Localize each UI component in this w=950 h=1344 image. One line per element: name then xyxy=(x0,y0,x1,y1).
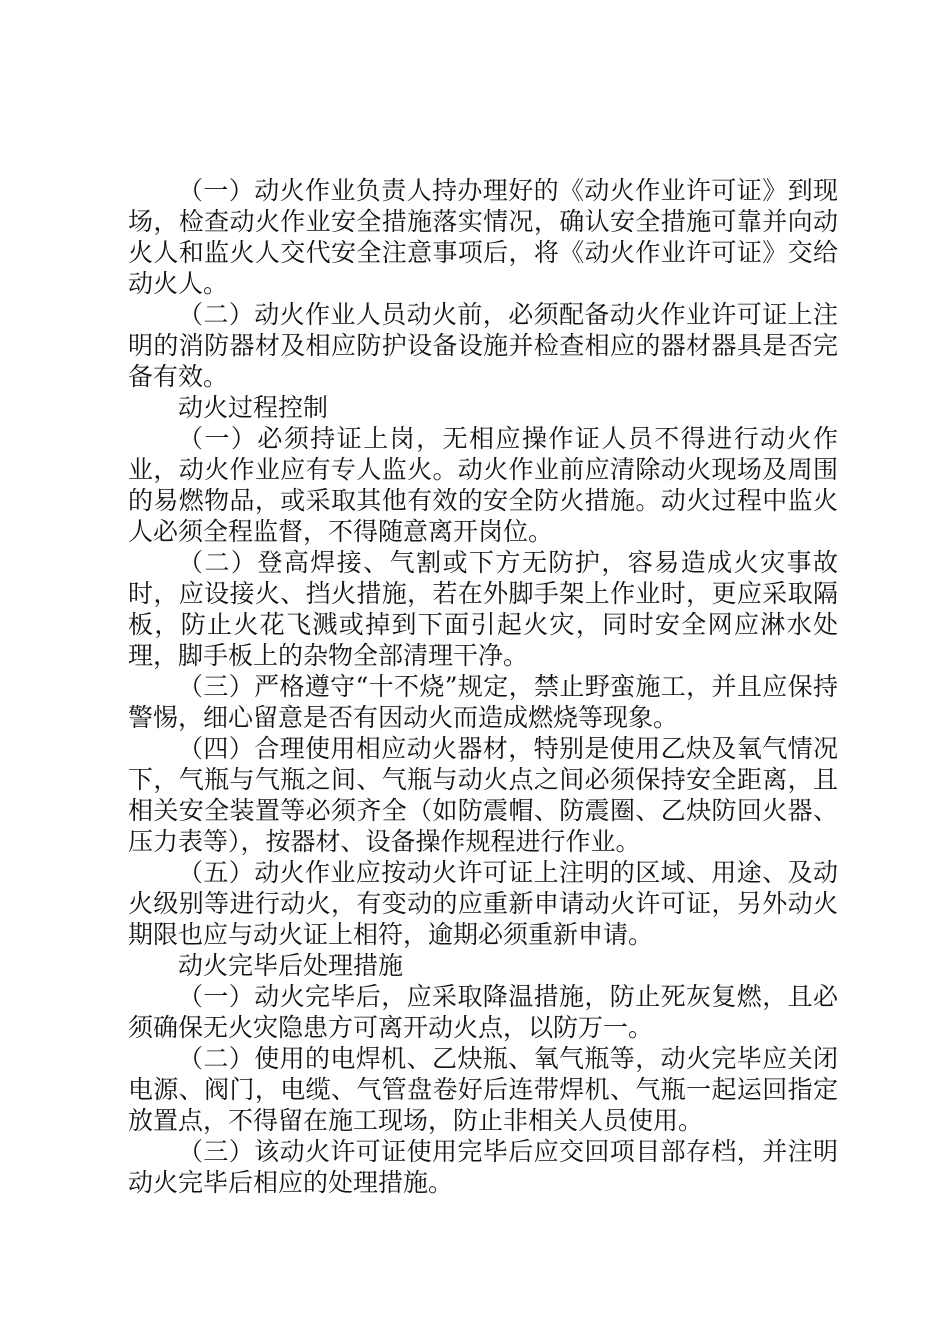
paragraph-ten-no-burn-rule: （三）严格遵守“十不烧”规定，禁止野蛮施工，并且应保持警惕，细心留意是否有因动火而造成燃烧等现象。 xyxy=(128,672,838,732)
paragraph-cooling-measures: （一）动火完毕后，应采取降温措施，防止死灰复燃，且必须确保无火灾隐患方可离开动火点，以防万一。 xyxy=(128,982,838,1042)
paragraph-high-altitude-welding: （二）登高焊接、气割或下方无防护，容易造成火灾事故时，应设接火、挡火措施，若在外脚手架上作业时，更应采取隔板，防止火花飞溅或掉到下面引起火灾，同时安全网应淋水处理，脚手板上的杂物全部清理干净。 xyxy=(128,548,838,670)
paragraph-certified-operation: （一）必须持证上岗，无相应操作证人员不得进行动火作业，动火作业应有专人监火。动火作业前应清除动火现场及周围的易燃物品，或采取其他有效的安全防火措施。动火过程中监火人必须全程监督，不得随意离开岗位。 xyxy=(128,424,838,546)
section-heading-post-work-measures: 动火完毕后处理措施 xyxy=(178,951,404,980)
document-body xyxy=(128,175,838,1198)
paragraph-permit-handover: （一）动火作业负责人持办理好的《动火作业许可证》到现场，检查动火作业安全措施落实情况，确认安全措施可靠并向动火人和监火人交代安全注意事项后，将《动火作业许可证》交给动火人。 xyxy=(128,176,838,298)
paragraph-permit-archive: （三）该动火许可证使用完毕后应交回项目部存档，并注明动火完毕后相应的处理措施。 xyxy=(128,1137,838,1197)
paragraph-equipment-usage: （四）合理使用相应动火器材，特别是使用乙炔及氧气情况下，气瓶与气瓶之间、气瓶与动火点之间必须保持安全距离，且相关安全装置等必须齐全（如防震帽、防震圈、乙炔防回火器、压力表等），按器材、设备操作规程进行作业。 xyxy=(128,734,838,856)
paragraph-equipment-check: （二）动火作业人员动火前，必须配备动火作业许可证上注明的消防器材及相应防护设备设施并检查相应的器材器具是否完备有效。 xyxy=(128,300,838,391)
paragraph-equipment-return: （二）使用的电焊机、乙炔瓶、氧气瓶等，动火完毕应关闭电源、阀门，电缆、气管盘卷好后连带焊机、气瓶一起运回指定放置点，不得留在施工现场，防止非相关人员使用。 xyxy=(128,1044,838,1135)
section-heading-process-control: 动火过程控制 xyxy=(178,393,329,422)
paragraph-permit-scope: （五）动火作业应按动火许可证上注明的区域、用途、及动火级别等进行动火，有变动的应重新申请动火许可证，另外动火期限也应与动火证上相符，逾期必须重新申请。 xyxy=(128,858,838,949)
